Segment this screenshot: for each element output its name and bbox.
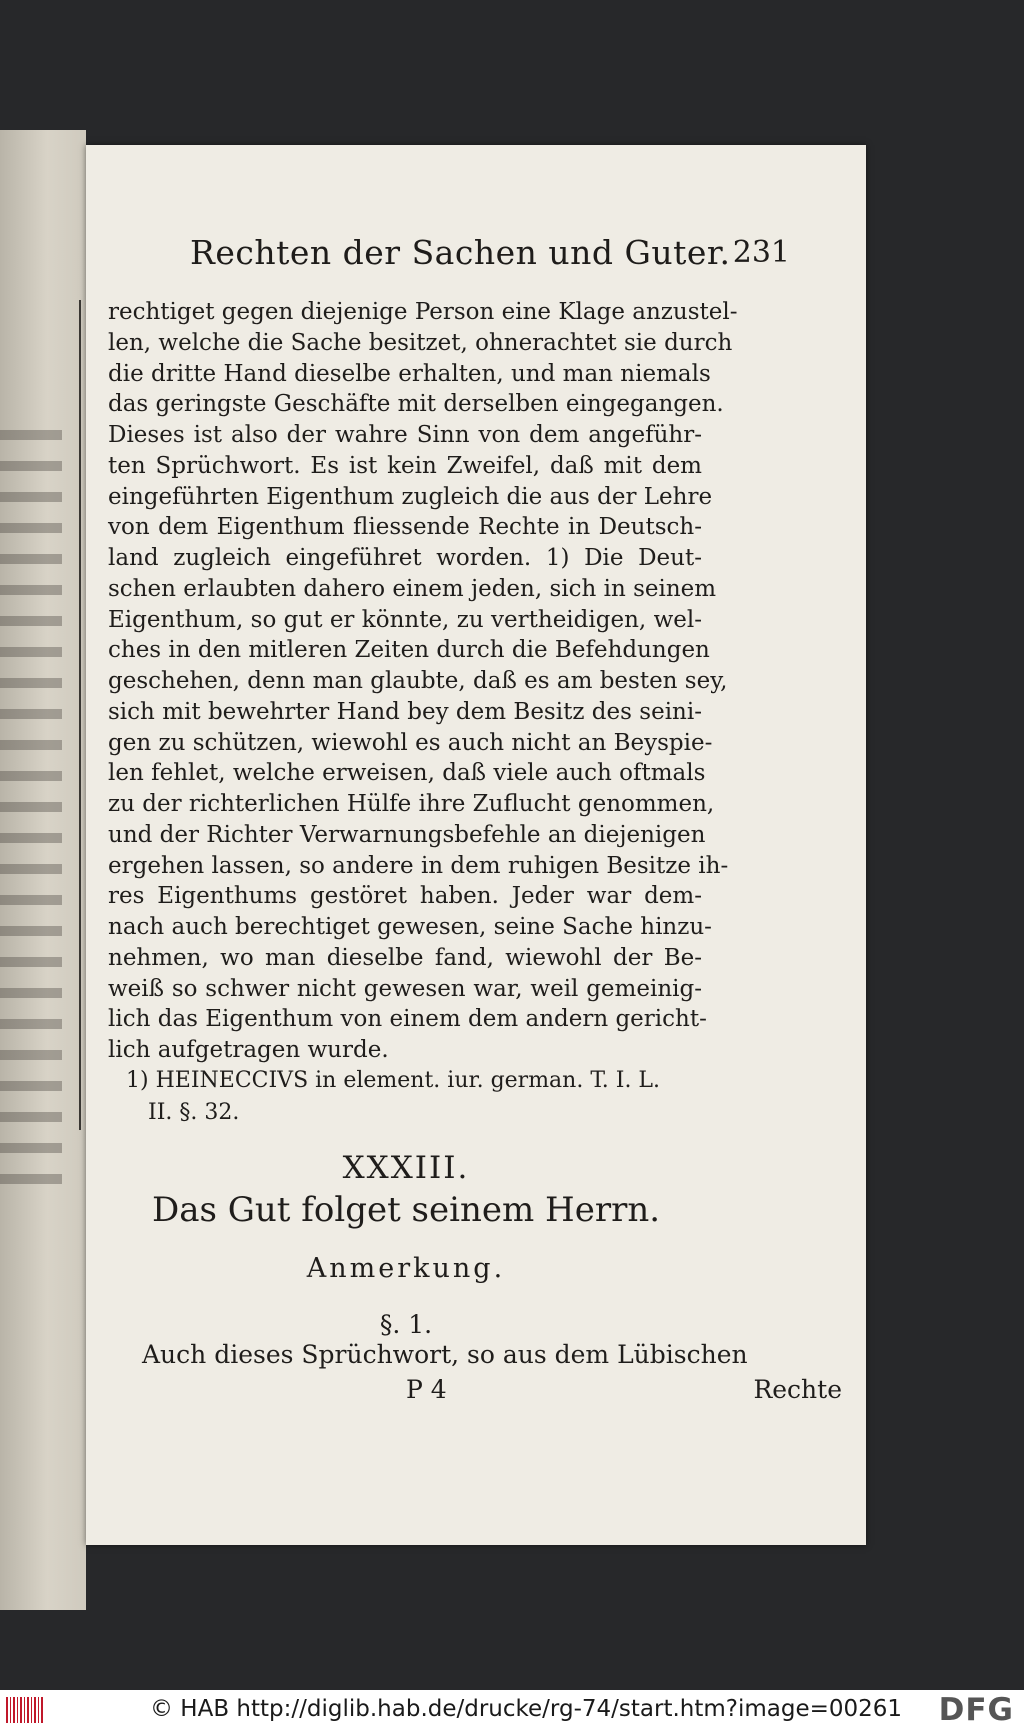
text-line: len, welche die Sache besitzet, ohnerachtet sie durch — [108, 329, 733, 356]
facing-page-text — [0, 430, 62, 1200]
section-first-line: Auch dieses Sprüchwort, so aus dem Lübischen — [142, 1340, 748, 1369]
text-line: len fehlet, welche erweisen, daß viele auch oftmals — [108, 760, 706, 787]
barcode-icon — [6, 1697, 44, 1723]
text-line: von dem Eigenthum fliessende Rechte in Deutsch- — [108, 514, 702, 541]
text-line: schen erlaubten dahero einem jeden, sich in seinem — [108, 575, 717, 602]
text-line: zu der richterlichen Hülfe ihre Zuflucht genommen, — [108, 791, 715, 817]
text-line: Dieses ist also der wahre Sinn von dem angeführ- — [108, 422, 702, 448]
text-line: die dritte Hand dieselbe erhalten, und man niemals — [108, 360, 711, 387]
page-number: 231 — [732, 235, 790, 270]
text-line: weiß so schwer nicht gewesen war, weil gemeinig- — [108, 975, 702, 1002]
text-line: ten Sprüchwort. Es ist kein Zweifel, daß mit dem — [108, 452, 702, 479]
text-line: nach auch berechtiget gewesen, seine Sache hinzu- — [108, 914, 712, 940]
footnote-line: 1) HEINECCIVS in element. iur. german. T. I. L. — [126, 1068, 661, 1093]
signature-mark: P 4 — [406, 1375, 447, 1404]
text-line: ches in den mitleren Zeiten durch die Befehdungen — [108, 637, 710, 664]
text-line: land zugleich eingeführet worden. 1) Die Deut- — [108, 545, 702, 571]
running-head: Rechten der Sachen und Guter. — [190, 233, 731, 272]
paragraph-mark: §. 1. — [379, 1310, 433, 1339]
body-text — [108, 297, 738, 1066]
text-line: geschehen, denn man glaubte, daß es am besten sey, — [108, 668, 728, 694]
page-header — [190, 233, 790, 283]
footnote — [126, 1065, 702, 1129]
text-line: rechtiget gegen diejenige Person eine Klage anzustel- — [108, 299, 738, 325]
text-line: Eigenthum, so gut er könnte, zu vertheidigen, wel- — [108, 606, 702, 633]
text-line: eingeführten Eigenthum zugleich die aus der Lehre — [108, 483, 713, 510]
text-line: gen zu schützen, wiewohl es auch nicht an Beyspie- — [108, 729, 713, 756]
source-link[interactable]: © HAB http://diglib.hab.de/drucke/rg-74/start.htm?image=00261 — [150, 1696, 903, 1722]
text-line: und der Richter Verwarnungsbefehle an diejenigen — [108, 821, 706, 848]
gutter-line — [79, 300, 81, 1130]
text-line: sich mit bewehrter Hand bey dem Besitz des seini- — [108, 698, 702, 725]
text-line: res Eigenthums gestöret haben. Jeder war dem- — [108, 883, 702, 910]
book-page — [86, 145, 866, 1545]
subheading: Anmerkung. — [306, 1253, 506, 1284]
dfg-logo: DFG — [938, 1692, 1014, 1728]
text-line: nehmen, wo man dieselbe fand, wiewohl der Be- — [108, 944, 702, 971]
text-line: lich aufgetragen wurde. — [108, 1037, 389, 1063]
footnote-line: II. §. 32. — [148, 1100, 240, 1125]
footer-bar — [0, 1690, 1024, 1730]
facing-page-edge — [0, 130, 86, 1610]
section-title: Das Gut folget seinem Herrn. — [151, 1190, 661, 1230]
text-line: das geringste Geschäfte mit derselben eingegangen. — [108, 391, 724, 418]
text-line: lich das Eigenthum von einem dem andern gericht- — [108, 1006, 707, 1033]
section-number: XXXIII. — [342, 1150, 470, 1186]
text-line: ergehen lassen, so andere in dem ruhigen Besitze ih- — [108, 852, 729, 879]
catchword: Rechte — [753, 1375, 842, 1404]
